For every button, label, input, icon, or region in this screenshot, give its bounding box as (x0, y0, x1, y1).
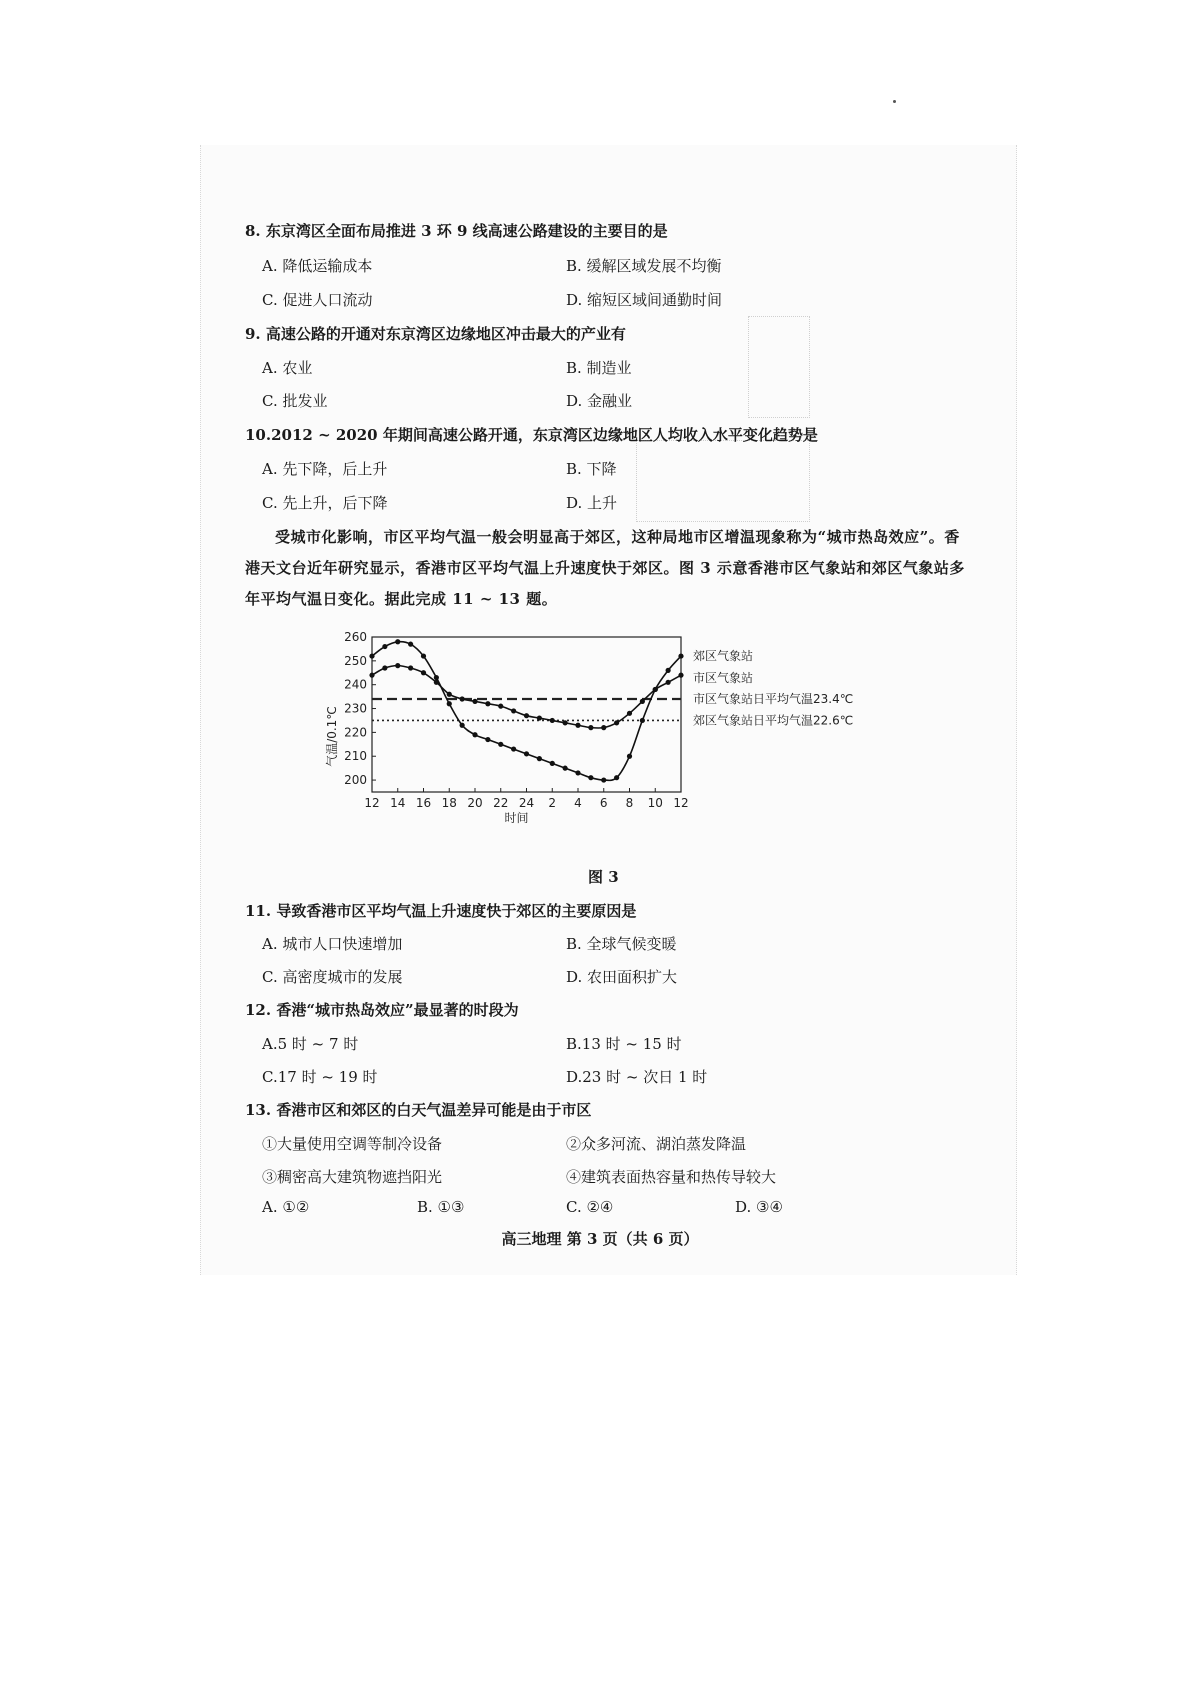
question-12-option-c[interactable]: C.17 时 ~ 19 时 (262, 1068, 378, 1086)
x-axis-label: 时间 (504, 811, 529, 825)
reference-line-label: 郊区气象站日平均气温22.6℃ (693, 713, 854, 728)
y-tick-label: 240 (344, 677, 367, 692)
question-13-stem: 13. 香港市区和郊区的白天气温差异可能是由于市区 (245, 1101, 592, 1119)
x-tick-label: 8 (625, 796, 634, 810)
bleed-box-2 (636, 440, 810, 522)
reading-passage: 受城市化影响，市区平均气温一般会明显高于郊区，这种局地市区增温现象称为“城市热岛效应”。香港天文台近年研究显示，香港市区平均气温上升速度快于郊区。图 3 示意香港市区气象站和郊区气象站多年平均气温日变化。据此完成 11 ~ 13 题。 (245, 528, 965, 608)
question-10-option-a[interactable]: A. 先下降，后上升 (262, 460, 388, 478)
question-9-option-b[interactable]: B. 制造业 (566, 359, 632, 377)
question-13-statement-3: ③稠密高大建筑物遮挡阳光 (262, 1168, 443, 1186)
question-13-option-c[interactable]: C. ②④ (566, 1198, 614, 1216)
legend-entry: 市区气象站 (693, 671, 754, 685)
x-tick-label: 10 (647, 796, 663, 810)
x-tick-label: 12 (364, 796, 380, 810)
speck (893, 100, 896, 103)
x-tick-label: 18 (441, 796, 457, 810)
question-11-option-c[interactable]: C. 高密度城市的发展 (262, 968, 403, 986)
reference-line-label: 市区气象站日平均气温23.4℃ (693, 692, 854, 706)
bleed-box-1 (748, 316, 810, 418)
question-8-option-a[interactable]: A. 降低运输成本 (262, 257, 373, 275)
figure-caption: 图 3 (588, 868, 619, 886)
question-13-statement-1: ①大量使用空调等制冷设备 (262, 1135, 443, 1153)
x-tick-label: 6 (599, 796, 608, 810)
y-tick-label: 200 (344, 773, 367, 788)
y-tick-label: 220 (344, 725, 367, 740)
y-tick-label: 250 (344, 653, 367, 668)
question-9-option-a[interactable]: A. 农业 (262, 359, 313, 377)
question-10-option-d[interactable]: D. 上升 (566, 494, 618, 512)
question-13-statement-4: ④建筑表面热容量和热传导较大 (566, 1168, 777, 1186)
x-tick-label: 16 (415, 796, 432, 810)
page-footer: 高三地理 第 3 页（共 6 页） (501, 1230, 699, 1248)
question-13-statement-2: ②众多河流、湖泊蒸发降温 (566, 1135, 747, 1153)
y-tick-label: 230 (344, 701, 367, 716)
x-tick-label: 14 (390, 796, 406, 810)
question-10-stem: 10.2012 ~ 2020 年期间高速公路开通，东京湾区边缘地区人均收入水平变化趋势是 (245, 426, 818, 444)
question-9-option-c[interactable]: C. 批发业 (262, 392, 328, 410)
question-8-option-d[interactable]: D. 缩短区域间通勤时间 (566, 291, 723, 309)
legend-entry: 郊区气象站 (693, 649, 754, 663)
question-12-option-b[interactable]: B.13 时 ~ 15 时 (566, 1035, 682, 1053)
x-tick-label: 2 (548, 796, 557, 810)
question-9-option-d[interactable]: D. 金融业 (566, 392, 633, 410)
y-tick-label: 260 (344, 630, 367, 644)
question-12-stem: 12. 香港“城市热岛效应”最显著的时段为 (245, 1001, 519, 1019)
question-11-option-a[interactable]: A. 城市人口快速增加 (262, 935, 403, 953)
x-tick-label: 24 (518, 796, 535, 810)
y-axis-label: 气温/0.1℃ (325, 706, 339, 767)
question-8-stem: 8. 东京湾区全面布局推进 3 环 9 线高速公路建设的主要目的是 (245, 222, 668, 240)
question-13-option-b[interactable]: B. ①③ (417, 1198, 465, 1216)
question-12-option-d[interactable]: D.23 时 ~ 次日 1 时 (566, 1068, 708, 1086)
question-13-option-a[interactable]: A. ①② (262, 1198, 310, 1216)
question-11-stem: 11. 导致香港市区平均气温上升速度快于郊区的主要原因是 (245, 902, 637, 920)
question-10-option-b[interactable]: B. 下降 (566, 460, 617, 478)
question-11-option-b[interactable]: B. 全球气候变暖 (566, 935, 677, 953)
question-12-option-a[interactable]: A.5 时 ~ 7 时 (262, 1035, 359, 1053)
question-8-option-c[interactable]: C. 促进人口流动 (262, 291, 373, 309)
y-tick-label: 210 (344, 749, 367, 764)
question-10-option-c[interactable]: C. 先上升，后下降 (262, 494, 388, 512)
question-13-option-d[interactable]: D. ③④ (735, 1198, 783, 1216)
question-9-stem: 9. 高速公路的开通对东京湾区边缘地区冲击最大的产业有 (245, 325, 626, 343)
question-11-option-d[interactable]: D. 农田面积扩大 (566, 968, 678, 986)
question-8-option-b[interactable]: B. 缓解区域发展不均衡 (566, 257, 722, 275)
x-tick-label: 12 (673, 796, 689, 810)
x-tick-label: 4 (574, 796, 582, 810)
x-tick-label: 22 (493, 796, 509, 810)
x-tick-label: 20 (467, 796, 483, 810)
